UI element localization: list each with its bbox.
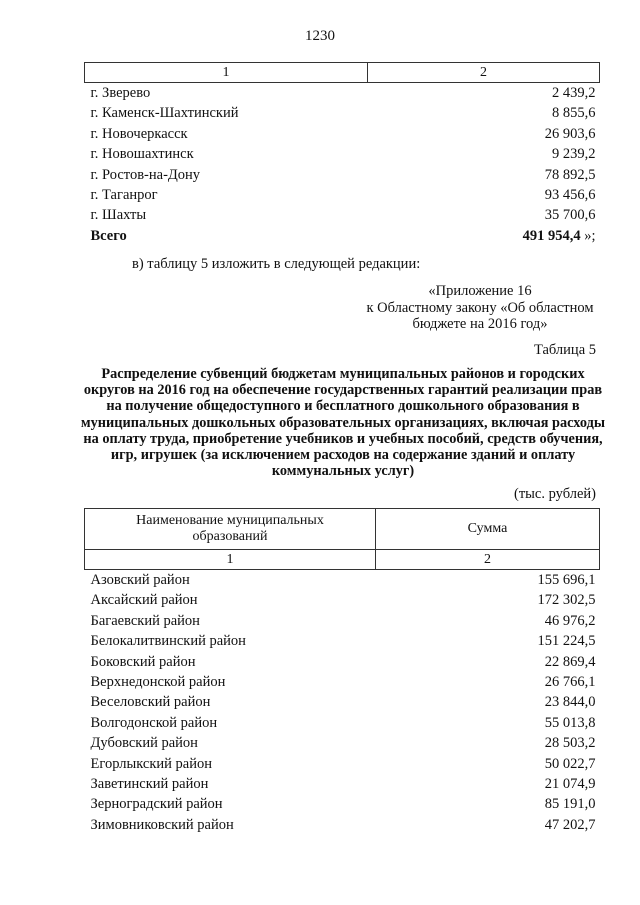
table-row	[85, 713, 600, 733]
document-title: Распределение субвенций бюджетам муниципальных районов и городских округов на 2016 год на обеспечение государственных гарантий реализации прав на получение общедоступного и бесплатного дошкольного образования в муниципальных дошкольных образовательных организациях, включая расходы на оплату труда, приобретение учебников и учебных пособий, средств обучения, игр, игрушек (за исключением расходов на содержание зданий и оплату коммунальных услуг)	[80, 366, 606, 480]
table-main-header	[85, 509, 600, 550]
row-name: Боковский район	[90, 653, 196, 670]
table-row	[85, 794, 600, 814]
table-row	[85, 774, 600, 794]
row-name: Багаевский район	[90, 612, 200, 629]
row-value: 9 239,2	[552, 146, 596, 163]
row-value: 26 766,1	[544, 674, 596, 691]
header-name-text: Наименование муниципальных образований	[136, 513, 324, 544]
row-name: г. Ростов-на-Дону	[90, 166, 201, 183]
row-value: 21 074,9	[544, 776, 596, 793]
table-top-col2-header: 2	[368, 63, 600, 83]
table-row	[85, 124, 600, 144]
row-name: Зерноградский район	[90, 796, 223, 813]
total-value: 491 954,4	[522, 227, 581, 244]
row-name: Азовский район	[90, 572, 190, 588]
table-row	[85, 185, 600, 205]
row-value: 26 903,6	[544, 125, 596, 142]
row-name: Егорлыкский район	[90, 755, 212, 772]
row-value: 47 202,7	[544, 816, 596, 833]
header-name	[85, 509, 376, 550]
table-row	[85, 652, 600, 672]
table-row	[85, 205, 600, 225]
row-name: г. Новошахтинск	[90, 146, 194, 163]
row-name: Веселовский район	[90, 694, 211, 711]
col1-number: 1	[85, 550, 376, 570]
units-label: (тыс. рублей)	[514, 486, 596, 502]
row-name: Аксайский район	[90, 592, 198, 609]
table-row	[85, 733, 600, 753]
total-cell	[368, 226, 600, 246]
table-row	[85, 754, 600, 774]
table-main-numbering	[85, 550, 600, 570]
table-top-header	[85, 63, 600, 83]
row-name: г. Новочеркасск	[90, 125, 188, 142]
table-top	[84, 62, 600, 246]
row-value: 22 869,4	[544, 653, 596, 670]
row-value: 35 700,6	[544, 207, 596, 224]
total-label: Всего	[90, 227, 127, 244]
row-value: 28 503,2	[544, 735, 596, 752]
table-row	[85, 815, 600, 835]
appendix-line-2: к Областному закону «Об областном	[366, 299, 594, 316]
table-row	[85, 83, 600, 104]
row-value: 155 696,1	[537, 572, 596, 588]
table-row	[85, 672, 600, 692]
row-value: 55 013,8	[544, 714, 596, 731]
table-row	[85, 165, 600, 185]
col2-number: 2	[376, 550, 600, 570]
row-name: Зимовниковский район	[90, 816, 234, 833]
table-total-row	[85, 226, 600, 246]
table-main	[84, 508, 600, 835]
appendix-block	[340, 283, 620, 333]
table-row	[85, 144, 600, 164]
row-value: 85 191,0	[544, 796, 596, 813]
table-top-col1-header: 1	[85, 63, 368, 83]
row-value: 2 439,2	[552, 85, 596, 101]
appendix-line-3: бюджете на 2016 год»	[412, 316, 548, 332]
table-row	[85, 103, 600, 123]
table-label: Таблица 5	[533, 342, 596, 358]
row-name: Заветинский район	[90, 776, 209, 793]
table-row	[85, 631, 600, 651]
table-row	[85, 570, 600, 591]
table-row	[85, 611, 600, 631]
header-sum: Сумма	[376, 509, 600, 550]
row-value: 93 456,6	[544, 187, 596, 204]
row-name: Дубовский район	[90, 735, 198, 752]
row-value: 46 976,2	[544, 612, 596, 629]
row-value: 151 224,5	[537, 633, 596, 650]
row-name: Белокалитвинский район	[90, 633, 246, 650]
row-value: 50 022,7	[544, 755, 596, 772]
row-value: 23 844,0	[544, 694, 596, 711]
row-name: г. Зверево	[90, 85, 151, 101]
row-name: Верхнедонской район	[90, 674, 226, 691]
row-name: г. Шахты	[90, 207, 147, 224]
row-name: г. Таганрог	[90, 187, 158, 204]
row-value: 8 855,6	[552, 105, 596, 122]
row-name: Волгодонской район	[90, 714, 218, 731]
table-row	[85, 590, 600, 610]
table-row	[85, 692, 600, 712]
row-name: г. Каменск-Шахтинский	[90, 105, 239, 122]
page-number: 1230	[305, 28, 335, 44]
row-value: 78 892,5	[544, 166, 596, 183]
total-suffix: »;	[580, 227, 596, 244]
instruction-text: в) таблицу 5 изложить в следующей редакции:	[132, 256, 421, 272]
appendix-line-1: «Приложение 16	[428, 283, 532, 299]
row-value: 172 302,5	[537, 592, 596, 609]
